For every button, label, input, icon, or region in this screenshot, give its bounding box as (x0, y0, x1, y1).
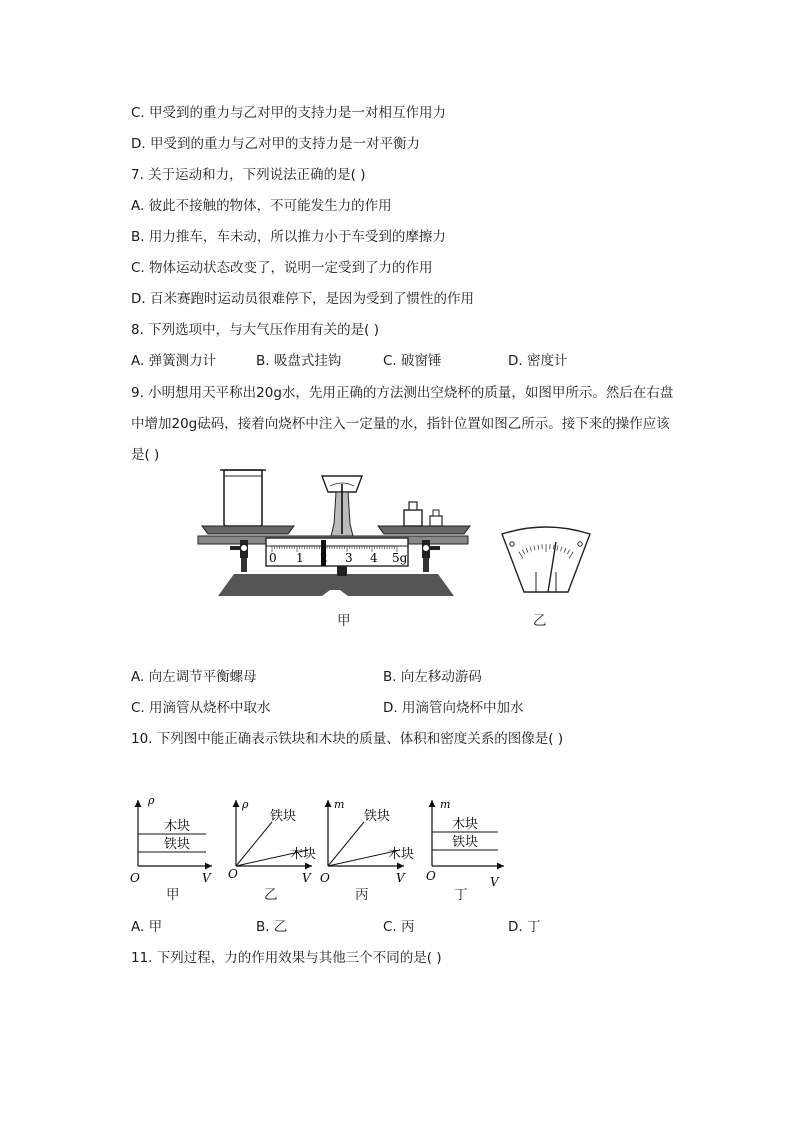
q9-stem-line3: 是( ) (131, 447, 160, 463)
q8-option-d: D. 密度计 (508, 353, 568, 369)
graph-ding-upper: 木块 (452, 817, 479, 832)
q11-stem: 11. 下列过程，力的作用效果与其他三个不同的是( ) (131, 950, 442, 966)
graph-jia-ylabel: ρ (148, 794, 155, 807)
q7-option-d: D. 百米赛跑时运动员很难停下，是因为受到了惯性的作用 (131, 291, 474, 307)
q9-option-b: B. 向左移动游码 (383, 669, 482, 685)
graph-yi (226, 790, 326, 886)
graph-yi-ylabel: ρ (242, 798, 249, 811)
q9-option-a: A. 向左调节平衡螺母 (131, 669, 257, 685)
scale-label-4: 4 (370, 551, 378, 565)
q8-option-c: C. 破窗锤 (383, 353, 442, 369)
graph-jia-lower: 铁块 (164, 837, 191, 852)
graph-caption-jia: 甲 (166, 887, 180, 903)
balance-figure (190, 464, 480, 604)
q10-option-b: B. 乙 (256, 919, 288, 935)
balance-nut-left (230, 540, 248, 572)
graph-ding (424, 790, 516, 890)
q7-option-a: A. 彼此不接触的物体，不可能发生力的作用 (131, 198, 392, 214)
graph-yi-lower: 木块 (290, 847, 317, 862)
graph-yi-origin: O (228, 867, 238, 881)
beaker-shape (220, 470, 266, 526)
graph-yi-xlabel: V (302, 871, 311, 885)
q9-stem-line2: 中增加20g砝码，接着向烧杯中注入一定量的水，指针位置如图乙所示。接下来的操作应该 (131, 416, 670, 432)
q8-option-a: A. 弹簧测力计 (131, 353, 217, 369)
scale-label-5: 5g (392, 551, 408, 565)
graph-jia-xlabel: V (202, 871, 211, 885)
pointer-dial-figure (500, 526, 592, 602)
graph-bing-origin: O (320, 871, 330, 885)
q6-option-c: C. 甲受到的重力与乙对甲的支持力是一对相互作用力 (131, 105, 447, 121)
q9-option-d: D. 用滴管向烧杯中加水 (383, 700, 524, 716)
q9-stem-line1: 9. 小明想用天平称出20g水，先用正确的方法测出空烧杯的质量，如图甲所示。然后在右盘 (131, 385, 674, 401)
q10-option-a: A. 甲 (131, 919, 163, 935)
figure-label-yi: 乙 (533, 613, 547, 629)
q7-option-b: B. 用力推车，车未动，所以推力小于车受到的摩擦力 (131, 229, 446, 245)
figure-label-jia: 甲 (337, 613, 351, 629)
graph-bing-ylabel: m (334, 798, 345, 811)
balance-nut-right (422, 540, 440, 572)
q8-option-b: B. 吸盘式挂钩 (256, 353, 342, 369)
graph-bing (318, 790, 418, 886)
graph-ding-origin: O (426, 869, 436, 883)
graph-bing-xlabel: V (396, 871, 405, 885)
graph-jia-upper: 木块 (164, 819, 191, 834)
q9-option-c: C. 用滴管从烧杯中取水 (131, 700, 271, 716)
q7-stem: 7. 关于运动和力，下列说法正确的是( ) (131, 167, 366, 183)
balance-base (218, 574, 454, 596)
graph-bing-upper: 铁块 (364, 809, 391, 824)
graph-ding-xlabel: V (490, 875, 499, 889)
graph-ding-ylabel: m (440, 798, 451, 811)
graph-caption-ding: 丁 (454, 887, 468, 903)
q6-option-d: D. 甲受到的重力与乙对甲的支持力是一对平衡力 (131, 136, 420, 152)
q7-option-c: C. 物体运动状态改变了，说明一定受到了力的作用 (131, 260, 433, 276)
graph-jia (128, 790, 220, 886)
q8-stem: 8. 下列选项中，与大气压作用有关的是( ) (131, 322, 379, 338)
scale-label-3: 3 (345, 551, 353, 565)
scale-label-2: 2 (320, 551, 328, 565)
graph-jia-origin: O (130, 871, 140, 885)
q10-stem: 10. 下列图中能正确表示铁块和木块的质量、体积和密度关系的图像是( ) (131, 731, 564, 747)
graph-caption-yi: 乙 (264, 887, 278, 903)
graph-bing-lower: 木块 (388, 847, 415, 862)
q10-option-d: D. 丁 (508, 919, 541, 935)
scale-label-1: 1 (296, 551, 304, 565)
graph-yi-upper: 铁块 (270, 809, 297, 824)
graph-ding-lower: 铁块 (452, 835, 479, 850)
weights-shape (404, 502, 442, 526)
scale-label-0: 0 (269, 551, 277, 565)
q10-option-c: C. 丙 (383, 919, 415, 935)
graph-caption-bing: 丙 (355, 887, 369, 903)
